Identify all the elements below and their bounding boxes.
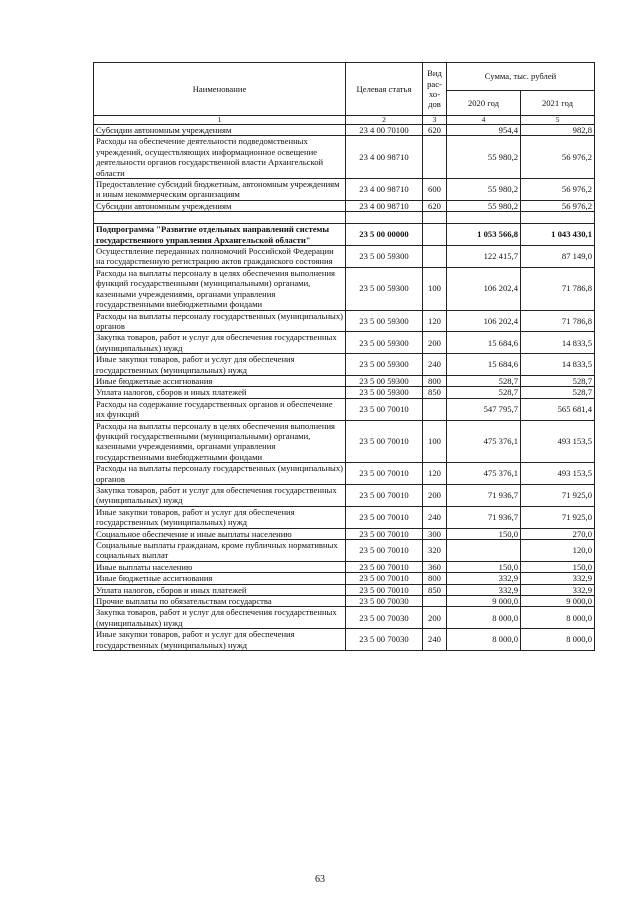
row-expense-type: 800 [423, 573, 447, 584]
row-name: Субсидии автономным учреждениям [94, 125, 346, 136]
row-sum-2020: 122 415,7 [447, 246, 521, 268]
row-expense-type: 240 [423, 629, 447, 651]
row-sum-2021: 71 786,8 [521, 310, 595, 332]
row-expense-type: 360 [423, 561, 447, 572]
row-sum-2021: 8 000,0 [521, 607, 595, 629]
row-name: Закупка товаров, работ и услуг для обеспечения государственных (муниципальных) нужд [94, 607, 346, 629]
table-row [94, 540, 595, 562]
row-sum-2021: 14 833,5 [521, 354, 595, 376]
row-target-article: 23 4 00 98710 [346, 200, 423, 211]
row-name: Закупка товаров, работ и услуг для обеспечения государственных (муниципальных) нужд [94, 485, 346, 507]
row-expense-type: 120 [423, 310, 447, 332]
row-sum-2021: 982,8 [521, 125, 595, 136]
row-expense-type: 200 [423, 607, 447, 629]
row-expense-type: 620 [423, 125, 447, 136]
row-sum-2021: 56 976,2 [521, 136, 595, 179]
row-name: Социальное обеспечение и иные выплаты населению [94, 528, 346, 539]
column-number-row [94, 116, 595, 125]
row-expense-type: 800 [423, 375, 447, 386]
header-year-2021: 2021 год [521, 90, 595, 115]
row-sum-2021: 56 976,2 [521, 200, 595, 211]
row-sum-2021: 332,9 [521, 584, 595, 595]
row-sum-2021: 56 976,2 [521, 179, 595, 201]
row-target-article: 23 5 00 59300 [346, 310, 423, 332]
row-expense-type [423, 136, 447, 179]
page-number: 63 [315, 874, 325, 885]
table-row [94, 485, 595, 507]
row-sum-2020: 55 980,2 [447, 136, 521, 179]
row-sum-2021: 71 925,0 [521, 485, 595, 507]
table-row [94, 607, 595, 629]
row-sum-2021: 150,0 [521, 561, 595, 572]
row-target-article: 23 5 00 70010 [346, 420, 423, 463]
column-number: 4 [447, 116, 521, 125]
row-target-article: 23 5 00 70010 [346, 398, 423, 420]
table-row [94, 246, 595, 268]
row-expense-type: 850 [423, 584, 447, 595]
row-sum-2021: 493 153,5 [521, 463, 595, 485]
header-expense-type: Вид рас-хо-дов [423, 63, 447, 116]
row-sum-2020: 71 936,7 [447, 506, 521, 528]
row-target-article: 23 5 00 70010 [346, 540, 423, 562]
row-sum-2021: 120,0 [521, 540, 595, 562]
table-row [94, 528, 595, 539]
row-name: Осуществление переданных полномочий Российской Федерации на государственную регистрацию актов гражданского состояния [94, 246, 346, 268]
row-expense-type [423, 224, 447, 246]
row-sum-2021: 332,9 [521, 573, 595, 584]
row-name: Предоставление субсидий бюджетным, автономным учреждениям и иным некоммерческим организациям [94, 179, 346, 201]
row-target-article: 23 5 00 70010 [346, 506, 423, 528]
table-row [94, 125, 595, 136]
row-sum-2021: 493 153,5 [521, 420, 595, 463]
row-sum-2020: 528,7 [447, 387, 521, 398]
table-row [94, 179, 595, 201]
row-target-article: 23 5 00 70010 [346, 573, 423, 584]
row-target-article: 23 5 00 70030 [346, 607, 423, 629]
table-row [94, 629, 595, 651]
row-sum-2020: 8 000,0 [447, 629, 521, 651]
row-expense-type: 600 [423, 179, 447, 201]
row-name [94, 212, 346, 224]
table-row [94, 387, 595, 398]
row-name: Расходы на обеспечение деятельности подведомственных учреждений, осуществляющих информационное освещение деятельности органов государственной власти Архангельской области [94, 136, 346, 179]
row-name: Расходы на выплаты персоналу в целях обеспечения выполнения функций государственными (муниципальными) органами, казенными учреждениями, органами управления государственными внебюджетными фондами [94, 267, 346, 310]
row-sum-2020: 106 202,4 [447, 267, 521, 310]
row-target-article [346, 212, 423, 224]
row-name: Социальные выплаты гражданам, кроме публичных нормативных социальных выплат [94, 540, 346, 562]
row-name: Расходы на выплаты персоналу государственных (муниципальных) органов [94, 463, 346, 485]
row-expense-type [423, 246, 447, 268]
row-sum-2020: 55 980,2 [447, 200, 521, 211]
header-name: Наименование [94, 63, 346, 116]
row-sum-2021: 8 000,0 [521, 629, 595, 651]
row-sum-2021: 528,7 [521, 375, 595, 386]
row-target-article: 23 5 00 70010 [346, 463, 423, 485]
table-row [94, 375, 595, 386]
row-name: Расходы на выплаты персоналу в целях обеспечения выполнения функций государственными (муниципальными) органами, казенными учреждениями, органами управления государственными внебюджетными фондами [94, 420, 346, 463]
row-sum-2021: 71 925,0 [521, 506, 595, 528]
row-sum-2020: 332,9 [447, 584, 521, 595]
row-expense-type: 100 [423, 267, 447, 310]
table-row [94, 354, 595, 376]
row-sum-2021: 565 681,4 [521, 398, 595, 420]
row-sum-2020: 71 936,7 [447, 485, 521, 507]
row-sum-2020: 475 376,1 [447, 420, 521, 463]
row-name: Иные закупки товаров, работ и услуг для обеспечения государственных (муниципальных) нужд [94, 354, 346, 376]
row-sum-2021: 1 043 430,1 [521, 224, 595, 246]
row-name: Иные выплаты населению [94, 561, 346, 572]
row-sum-2020: 150,0 [447, 561, 521, 572]
row-target-article: 23 5 00 70010 [346, 561, 423, 572]
row-expense-type [423, 212, 447, 224]
table-row [94, 596, 595, 607]
row-sum-2020: 9 000,0 [447, 596, 521, 607]
table-row [94, 463, 595, 485]
row-sum-2021 [521, 212, 595, 224]
column-number: 5 [521, 116, 595, 125]
row-expense-type: 240 [423, 506, 447, 528]
row-sum-2021: 9 000,0 [521, 596, 595, 607]
row-target-article: 23 4 00 98710 [346, 136, 423, 179]
row-target-article: 23 5 00 59300 [346, 354, 423, 376]
row-expense-type: 300 [423, 528, 447, 539]
row-sum-2020: 15 684,6 [447, 332, 521, 354]
header-target-article: Целевая статья [346, 63, 423, 116]
row-sum-2020: 475 376,1 [447, 463, 521, 485]
row-target-article: 23 5 00 70030 [346, 629, 423, 651]
row-name: Расходы на выплаты персоналу государственных (муниципальных) органов [94, 310, 346, 332]
row-expense-type: 200 [423, 332, 447, 354]
row-target-article: 23 5 00 00000 [346, 224, 423, 246]
row-target-article: 23 4 00 98710 [346, 179, 423, 201]
row-sum-2020: 547 795,7 [447, 398, 521, 420]
row-sum-2020: 528,7 [447, 375, 521, 386]
row-target-article: 23 5 00 70010 [346, 528, 423, 539]
row-sum-2020: 332,9 [447, 573, 521, 584]
row-target-article: 23 5 00 59300 [346, 246, 423, 268]
table-row [94, 420, 595, 463]
header-year-2020: 2020 год [447, 90, 521, 115]
row-expense-type: 620 [423, 200, 447, 211]
row-name: Иные закупки товаров, работ и услуг для обеспечения государственных (муниципальных) нужд [94, 506, 346, 528]
row-target-article: 23 5 00 70010 [346, 584, 423, 595]
table-row [94, 200, 595, 211]
table-row [94, 584, 595, 595]
table-row [94, 212, 595, 224]
row-expense-type: 850 [423, 387, 447, 398]
row-expense-type [423, 596, 447, 607]
row-sum-2021: 270,0 [521, 528, 595, 539]
row-name: Субсидии автономным учреждениям [94, 200, 346, 211]
row-sum-2020: 150,0 [447, 528, 521, 539]
column-number: 1 [94, 116, 346, 125]
row-sum-2021: 14 833,5 [521, 332, 595, 354]
row-name: Прочие выплаты по обязательствам государства [94, 596, 346, 607]
row-target-article: 23 5 00 70010 [346, 485, 423, 507]
table-row [94, 561, 595, 572]
table-row [94, 573, 595, 584]
row-sum-2020: 15 684,6 [447, 354, 521, 376]
row-expense-type [423, 398, 447, 420]
row-expense-type: 120 [423, 463, 447, 485]
row-sum-2021: 528,7 [521, 387, 595, 398]
row-target-article: 23 5 00 59300 [346, 332, 423, 354]
table-row [94, 310, 595, 332]
table-header [94, 63, 595, 125]
row-expense-type: 100 [423, 420, 447, 463]
column-number: 2 [346, 116, 423, 125]
budget-table [93, 62, 595, 651]
column-number: 3 [423, 116, 447, 125]
row-name: Закупка товаров, работ и услуг для обеспечения государственных (муниципальных) нужд [94, 332, 346, 354]
row-target-article: 23 5 00 70030 [346, 596, 423, 607]
row-sum-2020: 106 202,4 [447, 310, 521, 332]
table-row [94, 506, 595, 528]
table-row [94, 224, 595, 246]
table-row [94, 267, 595, 310]
row-sum-2020 [447, 212, 521, 224]
row-sum-2021: 71 786,8 [521, 267, 595, 310]
row-name: Уплата налогов, сборов и иных платежей [94, 584, 346, 595]
table-row [94, 398, 595, 420]
table-row [94, 332, 595, 354]
row-name: Уплата налогов, сборов и иных платежей [94, 387, 346, 398]
row-name: Расходы на содержание государственных органов и обеспечение их функций [94, 398, 346, 420]
row-name: Иные бюджетные ассигнования [94, 573, 346, 584]
row-expense-type: 240 [423, 354, 447, 376]
row-target-article: 23 5 00 59300 [346, 267, 423, 310]
row-sum-2020: 954,4 [447, 125, 521, 136]
table-row [94, 136, 595, 179]
row-name: Иные бюджетные ассигнования [94, 375, 346, 386]
row-sum-2020: 55 980,2 [447, 179, 521, 201]
row-name: Иные закупки товаров, работ и услуг для обеспечения государственных (муниципальных) нужд [94, 629, 346, 651]
header-sum: Сумма, тыс. рублей [447, 63, 595, 91]
row-name: Подпрограмма "Развитие отдельных направлений системы государственного управления Архангельской области" [94, 224, 346, 246]
row-target-article: 23 5 00 59300 [346, 375, 423, 386]
row-sum-2020 [447, 540, 521, 562]
row-sum-2020: 8 000,0 [447, 607, 521, 629]
row-expense-type: 200 [423, 485, 447, 507]
table-body [94, 125, 595, 651]
row-target-article: 23 4 00 70100 [346, 125, 423, 136]
row-sum-2020: 1 053 566,8 [447, 224, 521, 246]
row-target-article: 23 5 00 59300 [346, 387, 423, 398]
row-expense-type: 320 [423, 540, 447, 562]
row-sum-2021: 87 149,0 [521, 246, 595, 268]
